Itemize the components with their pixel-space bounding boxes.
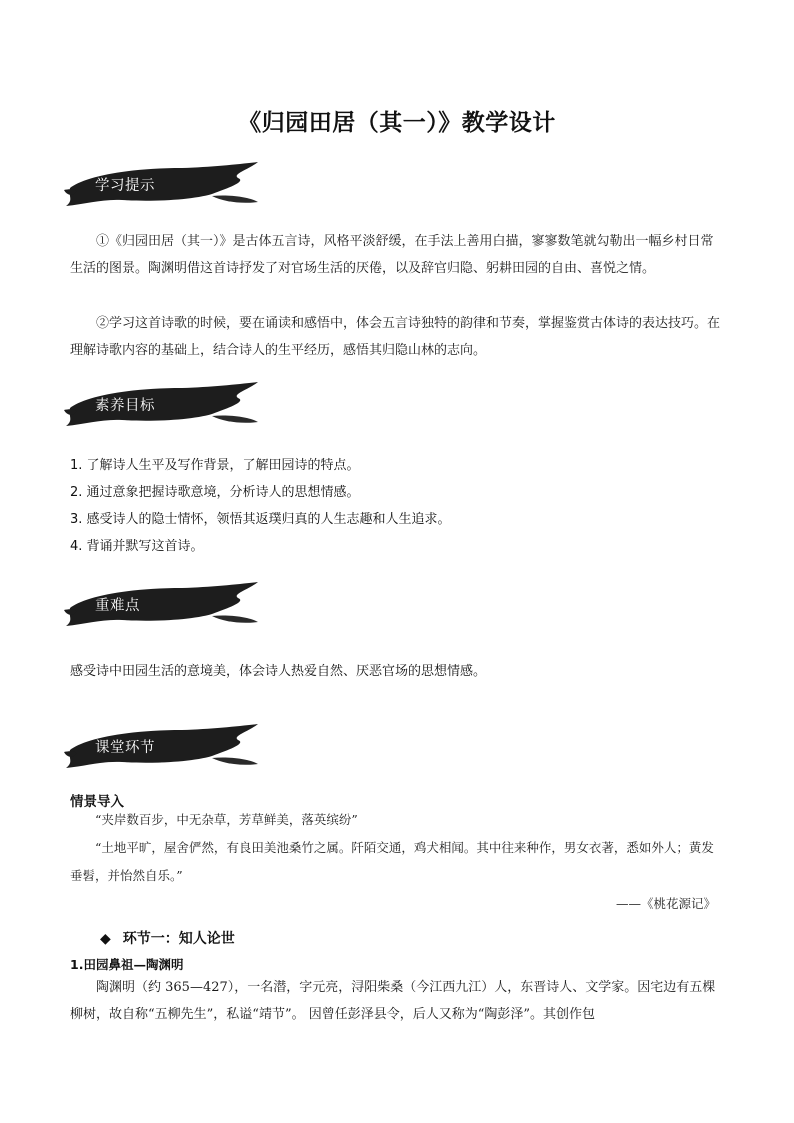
paragraph: ②学习这首诗歌的时候，要在诵读和感悟中，体会五言诗独特的韵律和节奏，掌握鉴赏古体诗的表达技巧。在理解诗歌内容的基础上，结合诗人的生平经历，感悟其归隐山林的志向。 [70,316,721,358]
section-label: 课堂环节 [95,740,155,756]
quote: “夹岸数百步，中无杂草，芳草鲜美，落英缤纷” [95,812,358,827]
quote-source: ——《桃花源记》 [615,896,716,911]
section-label: 学习提示 [95,178,155,194]
brush-stroke-icon [62,722,262,772]
list-item: 2. 通过意象把握诗歌意境，分析诗人的思想情感。 [70,485,360,500]
brush-stroke-icon [62,160,262,210]
brush-stroke-icon [62,580,262,630]
section-banner-class [62,722,262,772]
goals-list [70,452,730,560]
stage-title: 环节一：知人论世 [122,931,235,947]
section-label: 素养目标 [95,398,155,414]
brush-stroke-icon [62,380,262,430]
stage-heading [100,928,235,948]
key-points-text: 感受诗中田园生活的意境美，体会诗人热爱自然、厌恶官场的思想情感。 [70,664,487,679]
intro-heading: 情景导入 [70,794,124,810]
paragraph: 陶渊明（约 365—427），一名潜，字元亮，浔阳柴桑（今江西九江）人，东晋诗人、文学家。因宅边有五棵柳树，故自称“五柳先生”，私谥“靖节”。 因曾任彭泽县令，后人又称为“陶彭泽”。其创作包 [70,980,716,1022]
paragraph: ①《归园田居（其一）》是古体五言诗，风格平淡舒缓，在手法上善用白描，寥寥数笔就勾勒出一幅乡村日常生活的图景。陶渊明借这首诗抒发了对官场生活的厌倦，以及辞官归隐、躬耕田园的自由、喜悦之情。 [70,234,714,276]
page-title: 《归园田居（其一）》教学设计 [238,110,556,136]
section-label: 重难点 [95,598,140,614]
section-banner-key [62,580,262,630]
section-banner-goals [62,380,262,430]
diamond-bullet-icon: ◆ [100,931,111,947]
section-banner-tips [62,160,262,210]
quote: “土地平旷，屋舍俨然，有良田美池桑竹之属。阡陌交通，鸡犬相闻。其中往来种作，男女衣著，悉如外人；黄发垂髫，并怡然自乐。” [70,840,714,883]
list-item: 3. 感受诗人的隐士情怀，领悟其返璞归真的人生志趣和人生追求。 [70,512,451,527]
list-item: 4. 背诵并默写这首诗。 [70,539,204,554]
sub-heading: 1.田园鼻祖—陶渊明 [70,957,184,972]
list-item: 1. 了解诗人生平及写作背景，了解田园诗的特点。 [70,458,360,473]
